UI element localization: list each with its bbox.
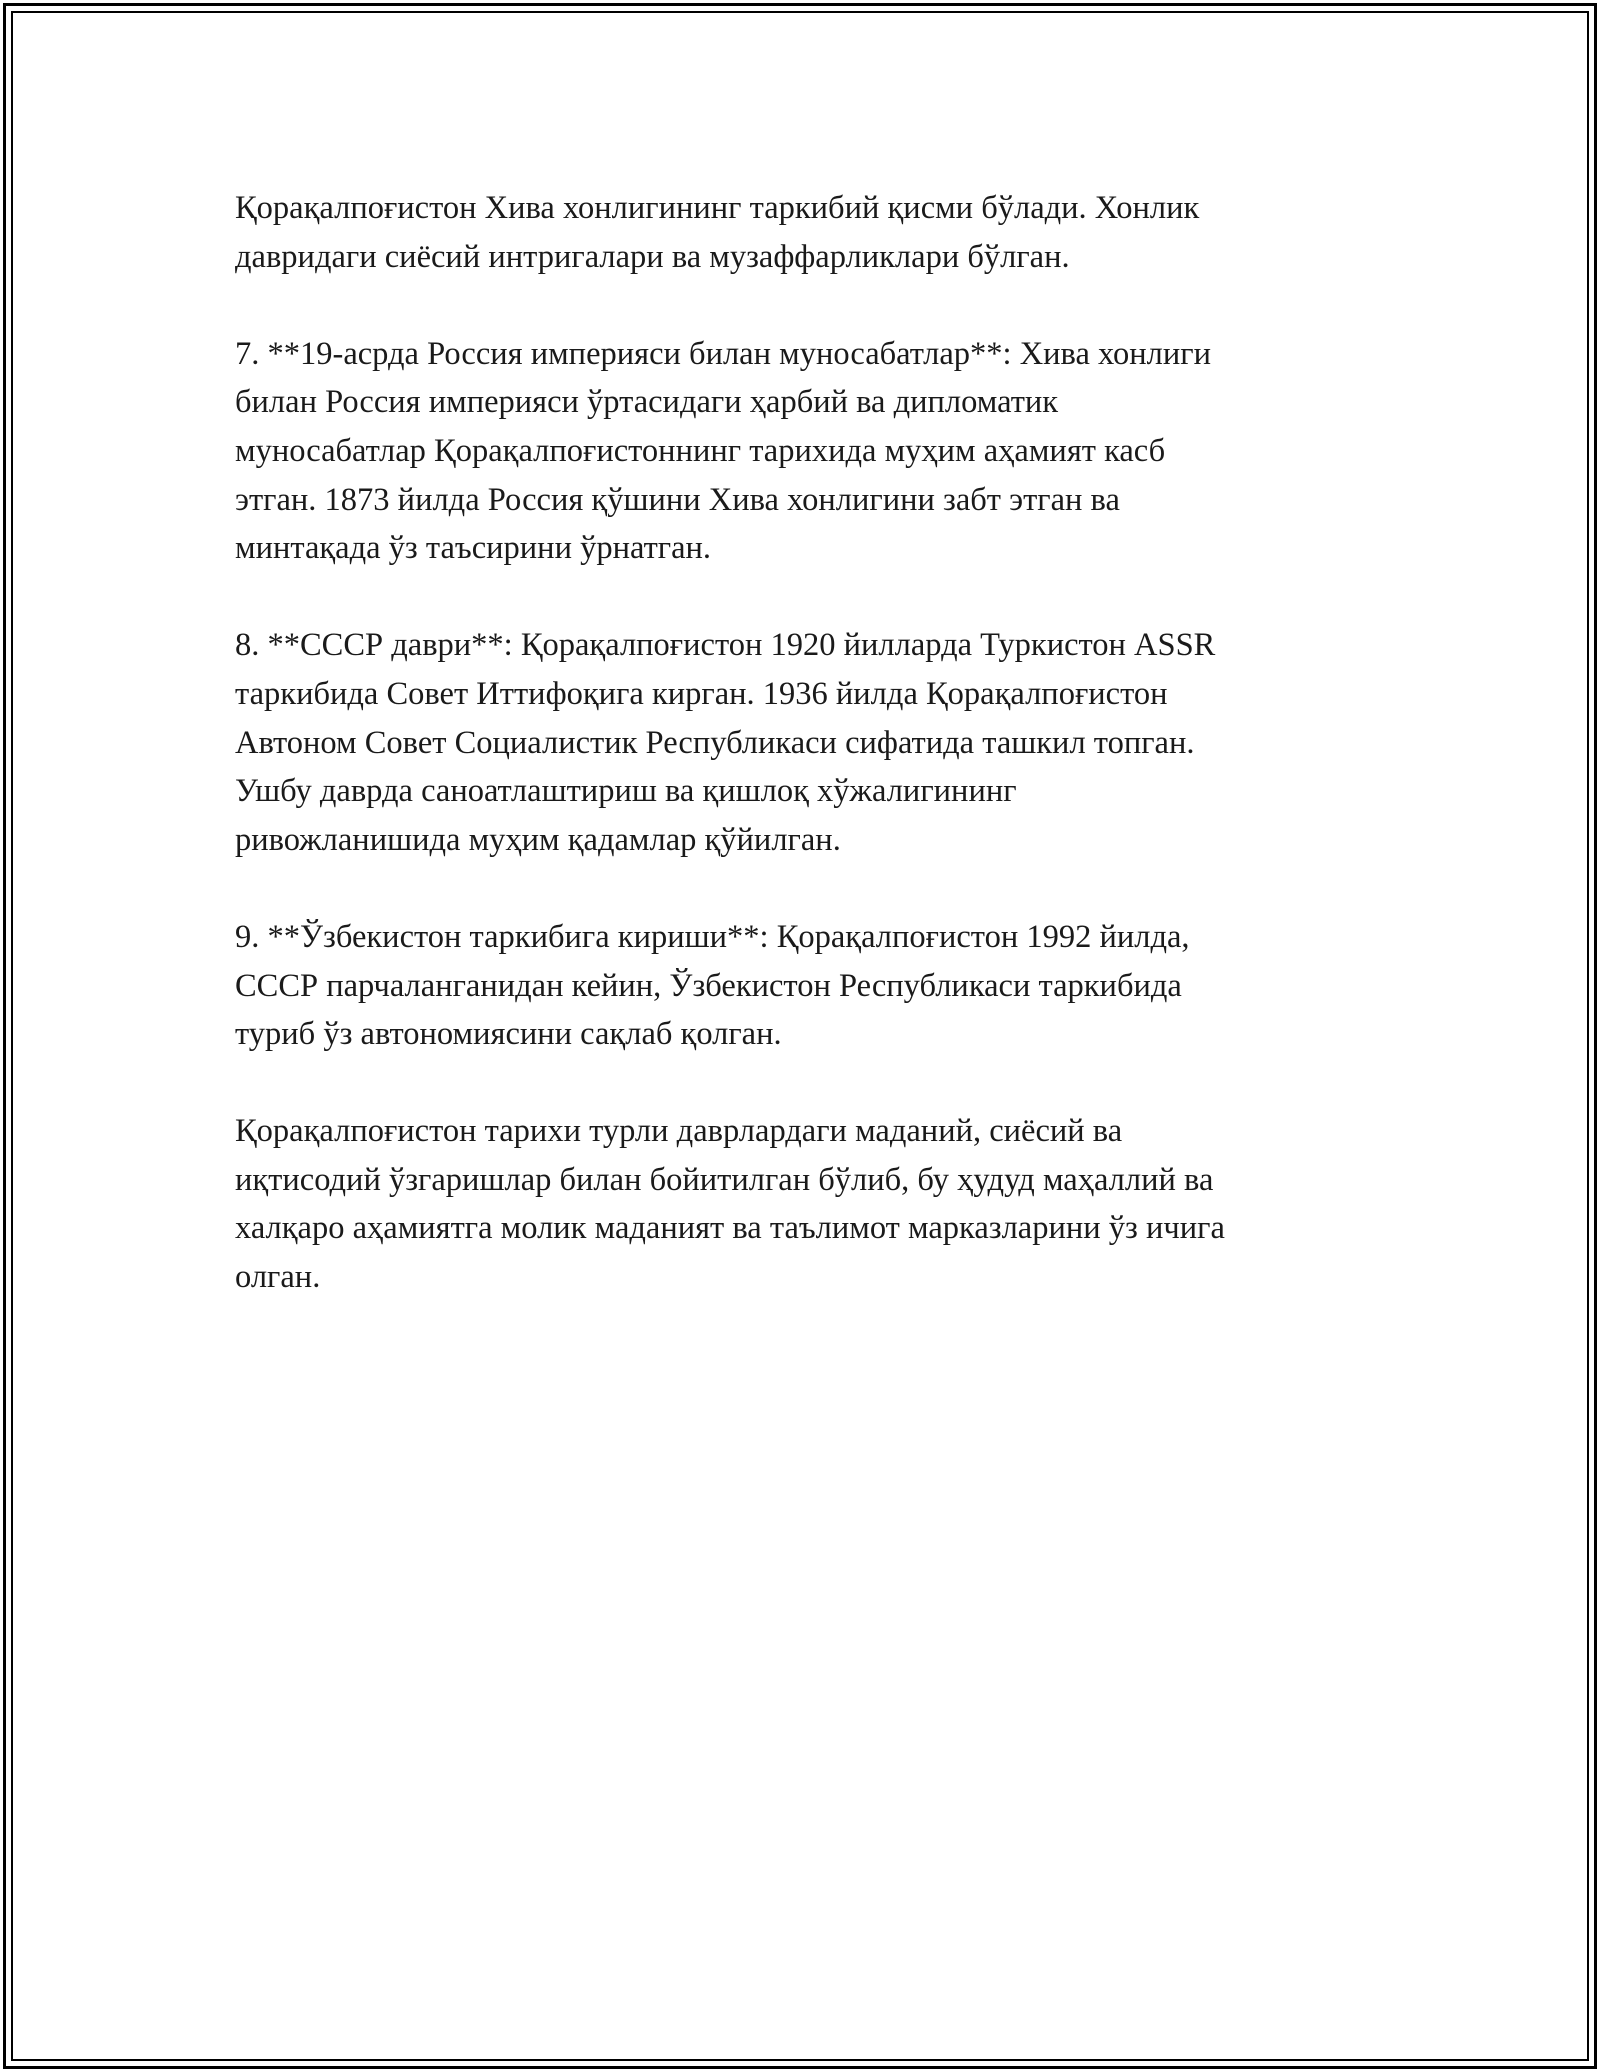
document-body <box>235 184 1375 1350</box>
paragraph-russian-empire-relations: 7. **19-асрда Россия империяси билан муносабатлар**: Хива хонлиги билан Россия империяси ўртасидаги ҳарбий ва дипломатик муносабатлар Қорақалпоғистоннинг тарихида муҳим аҳамият касб этган. 1873 йилда Россия қўшини Хива хонлигини забт этган ва минтақада ўз таъсирини ўрнатган. <box>235 335 1212 567</box>
paragraph-conclusion: Қорақалпоғистон тарихи турли даврлардаги маданий, сиёсий ва иқтисодий ўзгаришлар билан бойитилган бўлиб, бу ҳудуд маҳаллий ва халқаро аҳамиятга молик маданият ва таълимот марказларини ўз ичига олган. <box>235 1113 1225 1296</box>
paragraph-joining-uzbekistan: 9. **Ўзбекистон таркибига кириши**: Қорақалпоғистон 1992 йилда, СССР парчаланганидан кейин, Ўзбекистон Республикаси таркибида туриб ўз автономиясини сақлаб қолган. <box>235 918 1190 1053</box>
paragraph-khiva-khanate: Қорақалпоғистон Хива хонлигининг таркибий қисми бўлади. Хонлик давридаги сиёсий интригалари ва музаффарликлари бўлган. <box>235 190 1200 275</box>
paragraph-ussr-period: 8. **СССР даври**: Қорақалпоғистон 1920 йилларда Туркистон ASSR таркибида Совет Иттифоқига кирган. 1936 йилда Қорақалпоғистон Автоном Совет Социалистик Республикаси сифатида ташкил топган. Ушбу даврда саноатлаштириш ва қишлоқ хўжалигининг ривожланишида муҳим қадамлар қўйилган. <box>235 627 1216 858</box>
